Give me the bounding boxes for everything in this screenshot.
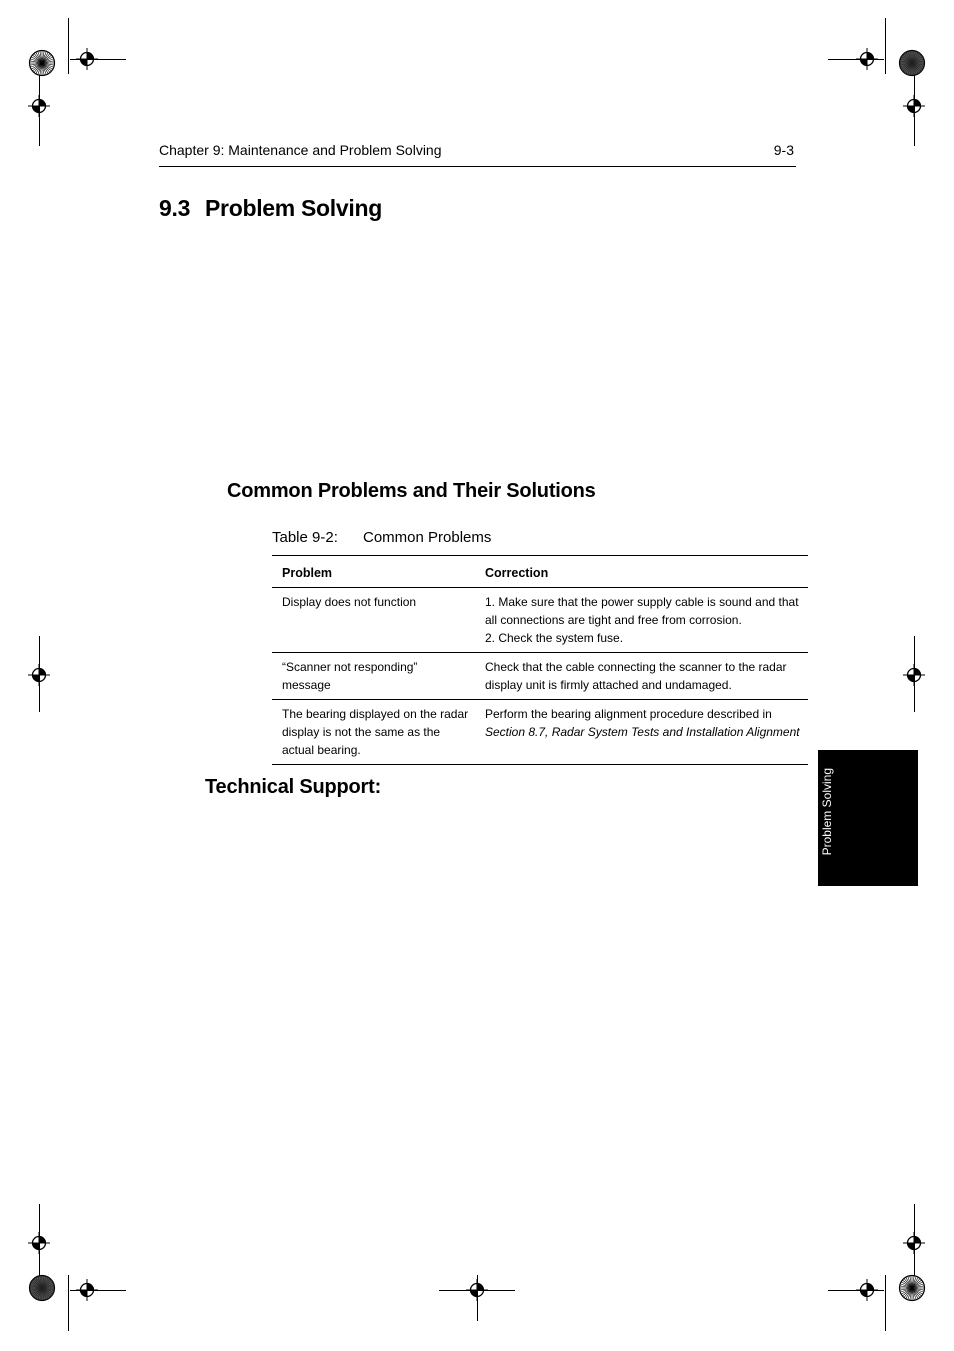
correction-step: 1. Make sure that the power supply cable is sound and that all connections are tight and free from corrosion. — [485, 595, 799, 627]
crop-line — [885, 18, 886, 74]
correction-cell: Check that the cable connecting the scanner to the radar display unit is firmly attached and undamaged. — [485, 660, 787, 692]
chapter-side-tab — [818, 750, 918, 886]
registration-crosshair-icon — [903, 1232, 925, 1254]
table-row — [272, 700, 808, 765]
registration-crosshair-icon — [76, 1279, 98, 1301]
column-header-correction: Correction — [485, 566, 549, 580]
registration-crosshair-icon — [856, 48, 878, 70]
correction-text: Perform the bearing alignment procedure described in — [485, 707, 772, 721]
registration-crosshair-icon — [76, 48, 98, 70]
table-header-row — [272, 556, 808, 588]
technical-support-heading: Technical Support: — [205, 776, 382, 798]
correction-cell — [475, 700, 808, 765]
registration-crosshair-icon — [903, 664, 925, 686]
starburst-target-icon — [898, 1274, 926, 1302]
registration-crosshair-icon — [28, 664, 50, 686]
common-problems-heading: Common Problems and Their Solutions — [227, 480, 596, 502]
registration-crosshair-icon — [28, 1232, 50, 1254]
page-number: 9-3 — [773, 142, 794, 158]
registration-crosshair-icon — [903, 95, 925, 117]
common-problems-table — [272, 555, 808, 765]
correction-step: 2. Check the system fuse. — [485, 631, 624, 645]
side-tab-label: Problem Solving — [820, 768, 834, 856]
problem-cell: The bearing displayed on the radar display is not the same as the actual bearing. — [282, 707, 469, 757]
table-caption — [272, 529, 491, 546]
crop-line — [68, 18, 69, 74]
crop-line — [885, 1275, 886, 1331]
section-heading — [159, 195, 382, 222]
starburst-target-icon — [898, 49, 926, 77]
table-row — [272, 588, 808, 653]
starburst-target-icon — [28, 1274, 56, 1302]
section-title: Problem Solving — [205, 195, 382, 221]
crop-line — [68, 1275, 69, 1331]
column-header-problem: Problem — [282, 566, 333, 580]
registration-crosshair-icon — [856, 1279, 878, 1301]
registration-crosshair-icon — [28, 95, 50, 117]
registration-crosshair-icon — [466, 1279, 488, 1301]
section-reference: Section 8.7, Radar System Tests and Installation Alignment — [485, 725, 800, 739]
problem-cell: “Scanner not responding” message — [282, 660, 418, 692]
starburst-target-icon — [28, 49, 56, 77]
table-caption-title: Common Problems — [363, 529, 492, 546]
table-caption-number: Table 9-2: — [272, 529, 338, 546]
correction-cell — [475, 588, 808, 653]
running-header — [159, 142, 796, 167]
chapter-title: Chapter 9: Maintenance and Problem Solving — [159, 142, 442, 158]
problem-cell: Display does not function — [282, 595, 417, 609]
table-row — [272, 653, 808, 700]
section-number: 9.3 — [159, 195, 191, 221]
